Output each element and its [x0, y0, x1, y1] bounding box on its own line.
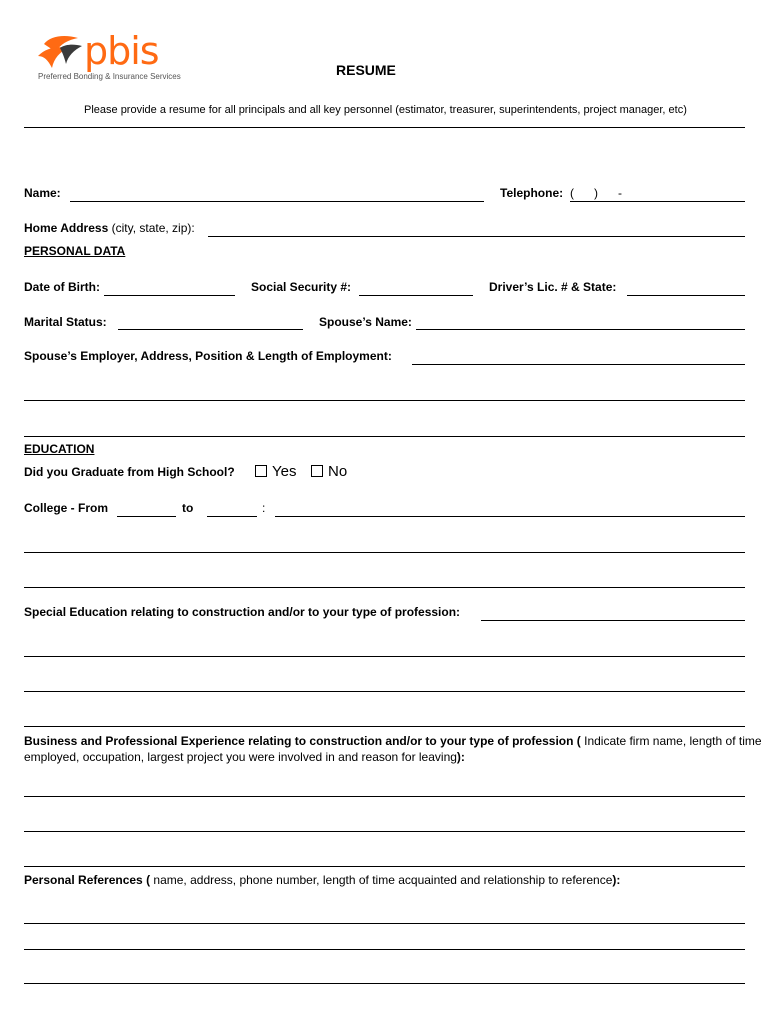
drivers-license-label: Driver’s Lic. # & State:	[489, 280, 617, 294]
name-field[interactable]	[70, 201, 484, 202]
high-school-no-checkbox[interactable]	[311, 465, 323, 477]
business-experience-label	[24, 733, 764, 765]
special-education-field[interactable]	[481, 620, 745, 621]
business-line-3[interactable]	[24, 866, 745, 867]
dob-field[interactable]	[104, 295, 235, 296]
dob-label: Date of Birth:	[24, 280, 100, 294]
business-label-end: ):	[456, 750, 465, 764]
education-heading: EDUCATION	[24, 442, 95, 456]
spouse-employer-field[interactable]	[412, 364, 745, 365]
high-school-label: Did you Graduate from High School?	[24, 465, 235, 479]
college-to-label: to	[182, 501, 194, 515]
college-line-2[interactable]	[24, 552, 745, 553]
references-line-1[interactable]	[24, 923, 745, 924]
home-address-field[interactable]	[208, 236, 745, 237]
references-line-3[interactable]	[24, 983, 745, 984]
references-label-end: ):	[612, 873, 621, 887]
telephone-field[interactable]	[570, 201, 745, 202]
spouse-employer-label: Spouse’s Employer, Address, Position & Length of Employment:	[24, 349, 392, 363]
ssn-field[interactable]	[359, 295, 473, 296]
marital-status-label: Marital Status:	[24, 315, 107, 329]
spouse-name-label: Spouse’s Name:	[319, 315, 412, 329]
college-from-label: College - From	[24, 501, 109, 515]
college-name-field[interactable]	[275, 516, 745, 517]
special-education-line-3[interactable]	[24, 691, 745, 692]
business-label-hint: Indicate firm name, length of time employed, occupation, largest project you were involved in and reason for leaving	[24, 734, 762, 764]
business-label-bold: Business and Professional Experience relating to construction and/or to your type of profession (	[24, 734, 581, 748]
spouse-employer-line-3[interactable]	[24, 436, 745, 437]
spouse-employer-line-2[interactable]	[24, 400, 745, 401]
logo-mark-icon	[38, 34, 84, 70]
page-title: RESUME	[336, 62, 396, 78]
special-education-line-2[interactable]	[24, 656, 745, 657]
business-line-1[interactable]	[24, 796, 745, 797]
references-line-2[interactable]	[24, 949, 745, 950]
college-colon: :	[262, 501, 266, 515]
home-address-label-group	[24, 221, 195, 235]
header-divider	[24, 127, 745, 128]
drivers-license-field[interactable]	[627, 295, 745, 296]
home-address-label: Home Address	[24, 221, 109, 235]
high-school-yes-checkbox[interactable]	[255, 465, 267, 477]
special-education-label: Special Education relating to construction and/or to your type of profession:	[24, 605, 461, 619]
college-from-field[interactable]	[117, 516, 176, 517]
spouse-name-field[interactable]	[416, 329, 745, 330]
telephone-format: ( ) -	[570, 186, 622, 200]
references-label	[24, 873, 620, 887]
college-to-field[interactable]	[207, 516, 257, 517]
personal-data-heading: PERSONAL DATA	[24, 244, 126, 258]
high-school-yes-label: Yes	[272, 463, 297, 480]
high-school-no-label: No	[328, 463, 348, 480]
home-address-hint: (city, state, zip):	[111, 221, 195, 235]
logo-wordmark: pbis	[84, 29, 159, 73]
special-education-line-4[interactable]	[24, 726, 745, 727]
telephone-label: Telephone:	[500, 186, 564, 200]
instruction-text: Please provide a resume for all principals and all key personnel (estimator, treasurer, superintendents, project manager, etc)	[84, 104, 687, 116]
marital-status-field[interactable]	[118, 329, 303, 330]
name-label: Name:	[24, 186, 61, 200]
logo-tagline: Preferred Bonding & Insurance Services	[38, 72, 181, 81]
references-label-bold: Personal References (	[24, 873, 151, 887]
business-line-2[interactable]	[24, 831, 745, 832]
references-label-hint: name, address, phone number, length of time acquainted and relationship to reference	[153, 873, 613, 887]
college-line-3[interactable]	[24, 587, 745, 588]
ssn-label: Social Security #:	[251, 280, 352, 294]
